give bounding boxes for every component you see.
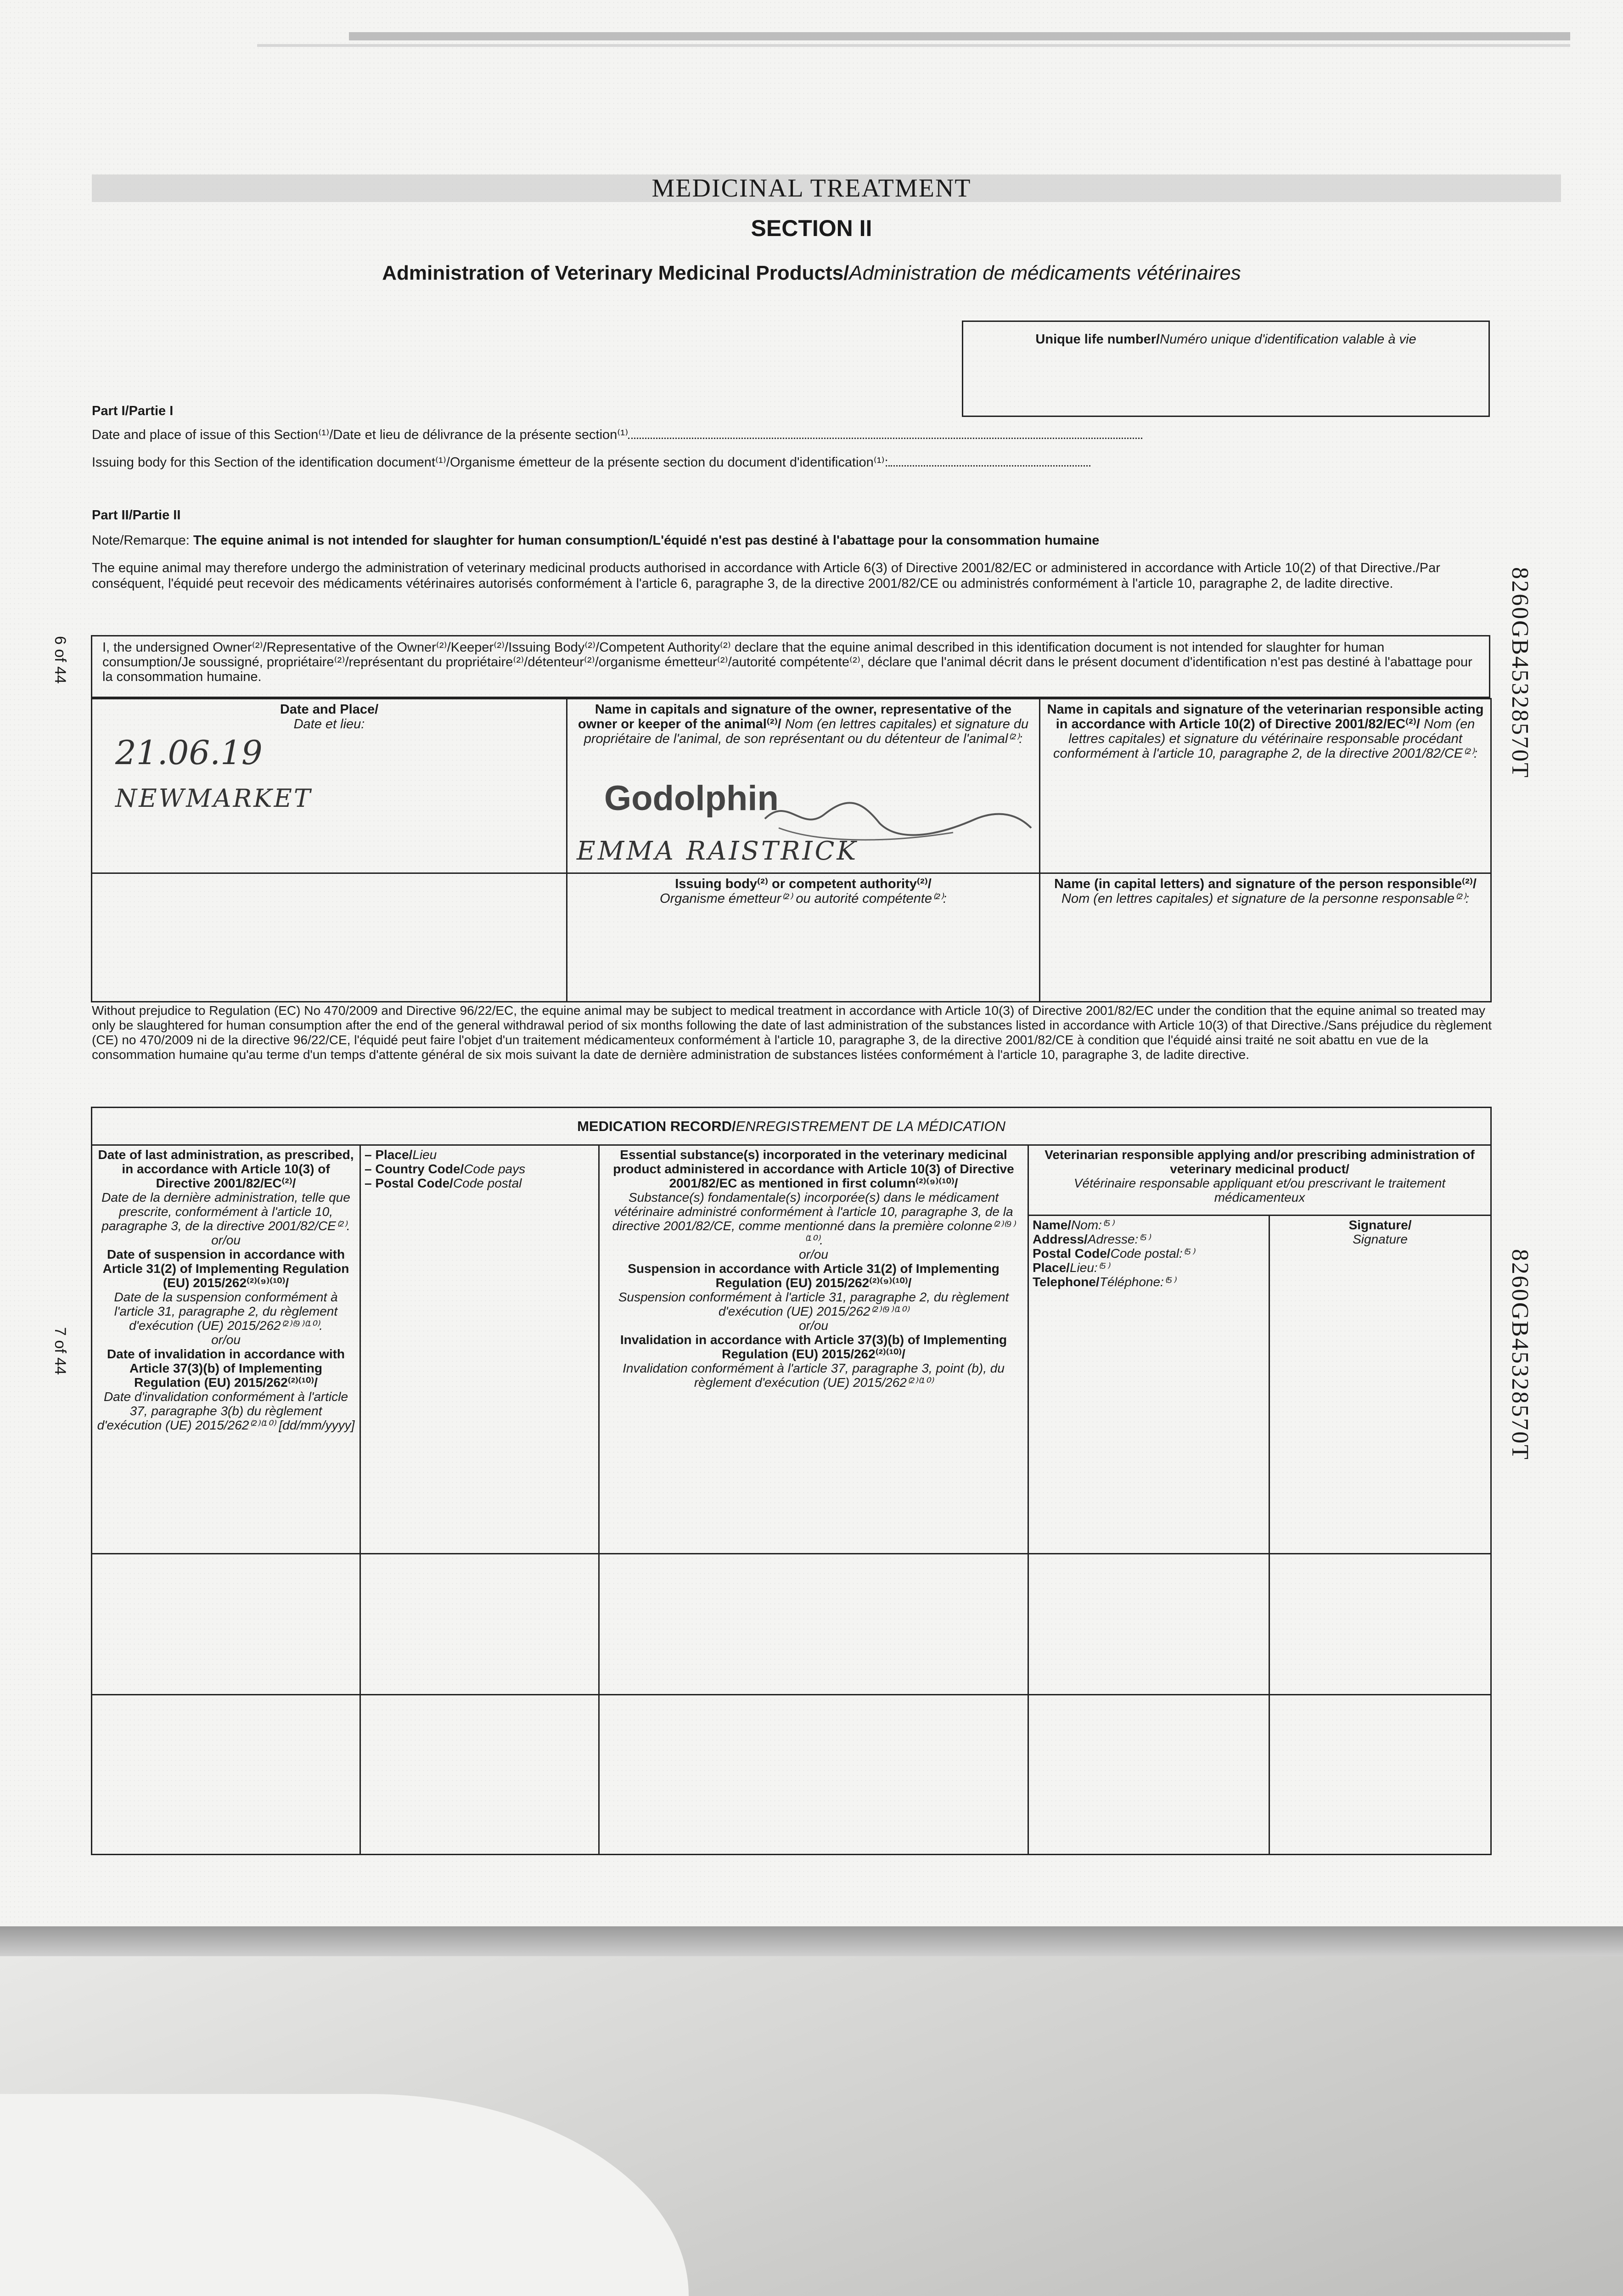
vet-field-label-fr: Téléphone:⁽⁵⁾ [1099,1275,1176,1289]
margin-id-number-lower: 8260GB45328570T [1507,1249,1533,1461]
vet-field-label-en: Telephone/ [1033,1275,1100,1289]
vet-signature-cell[interactable] [1040,699,1491,873]
part2-note [92,533,1492,548]
page-title: MEDICINAL TREATMENT [651,174,972,203]
place-column-header [360,1145,599,1553]
date-header-line: Date de la suspension conformément à l'article 31, paragraphe 2, du règlement d'exécution (UE) 2015/262⁽²⁾⁽⁹⁾⁽¹⁰⁾. [114,1289,338,1333]
date-header-line: Date de la dernière administration, telle que prescrite, conformément à l'article 10, paragraphe 3, de la directive 2001/82/CE⁽²⁾. [101,1190,350,1233]
signature-column-header [1269,1216,1491,1554]
margin-id-number-upper: 8260GB45328570T [1507,567,1533,779]
owner-declaration: I, the undersigned Owner⁽²⁾/Representative of the Owner⁽²⁾/Keeper⁽²⁾/Issuing Body⁽²⁾/Competent Authority⁽²⁾ declare that the equine animal described in this identification document is not intended for slaughter for human consumption/Je soussigné, propriétaire⁽²⁾/représentant du propriétaire⁽²⁾/détenteur⁽²⁾/organisme émetteur⁽²⁾/autorité compétente⁽²⁾, déclare que l'animal décrit dans le présent document d'identification n'est pas destiné à l'abattage pour la consommation humaine. [91,635,1490,698]
med-title-fr: ENREGISTREMENT DE LA MÉDICATION [736,1118,1005,1134]
entry-substance-cell[interactable] [599,1554,1028,1695]
place-field-line [365,1148,595,1162]
entry-signature-cell[interactable] [1269,1554,1491,1695]
handwritten-place: NEWMARKET [115,784,312,813]
part1-date-place-line [92,427,1240,443]
place-field-line [365,1162,595,1176]
unique-life-number-label-fr: Numéro unique d'identification valable à vie [1160,332,1416,347]
unique-life-number-label [963,332,1488,347]
unique-life-number-box[interactable] [962,321,1490,417]
subtitle-fr: Administration de médicaments vétérinaires [849,262,1241,284]
substance-header-line: Invalidation in accordance with Article 37(3)(b) of Implementing Regulation (EU) 2015/262⁽²⁾⁽¹⁰⁾/ [620,1332,1007,1361]
declaration-signature-table [91,698,1492,1002]
part1-date-place-label: Date and place of issue of this Section⁽¹⁾/Date et lieu de délivrance de la présente section⁽¹⁾ [92,428,629,442]
substances-column-header [599,1145,1028,1553]
date-header-line: Date of invalidation in accordance with Article 37(3)(b) of Implementing Regulation (EU) 2015/262⁽²⁾⁽¹⁰⁾/ [107,1346,345,1390]
responsible-person-label-fr: Nom (en lettres capitales) et signature de la personne responsable⁽²⁾: [1061,891,1469,906]
vet-field-label-en: Postal Code/ [1033,1246,1111,1261]
godolphin-stamp: Godolphin [604,779,779,818]
date-header-line: Date d'invalidation conformément à l'article 37, paragraphe 3(b) du règlement d'exécution (UE) 2015/262⁽²⁾⁽¹⁰⁾ [dd/mm/yyyy] [97,1389,355,1432]
place-field-label-fr: Lieu [412,1147,437,1162]
withdrawal-paragraph: Without prejudice to Regulation (EC) No 470/2009 and Directive 96/22/EC, the equine animal may be subject to medical treatment in accordance with Article 10(3) of Directive 2001/82/EC under the condition that the equine animal so treated may only be slaughtered for human consumption after the end of the general withdrawal period of six months following the date of last administration of the substances listed in accordance with Article 10(3) of that Directive./Sans préjudice du règlement (CE) no 470/2009 ni de la directive 96/22/CE, l'équidé peut faire l'objet d'un traitement médicamenteux conformément à l'article 10, paragraphe 3, de la directive 2001/82/CE à condition que l'équidé ainsi traité ne soit abattu en vue de la consommation humaine qu'au terme d'un temps d'attente général de six mois suivant la date de dernière administration de substances listées conformément à l'article 10, paragraphe 3, de ladite directive. [92,1003,1492,1062]
place-field-label-fr: Code postal [453,1176,522,1190]
entry-date-cell[interactable] [92,1554,360,1695]
signature-label-en: Signature/ [1348,1218,1412,1232]
vet-field-label-fr: Adresse:⁽⁵⁾ [1087,1232,1150,1247]
part1-issuing-body-line [92,455,1331,470]
place-field-line [365,1176,595,1190]
place-field-label-en: – Country Code/ [365,1161,464,1176]
vet-column-header [1028,1145,1491,1215]
date-header-line: Date of last administration, as prescribed, in accordance with Article 10(3) of Directive 2001/82/EC⁽²⁾/ [98,1147,354,1190]
vet-field-label-en: Address/ [1033,1232,1088,1247]
entry-signature-cell[interactable] [1269,1695,1491,1855]
handwritten-date: 21.06.19 [115,733,263,772]
substance-header-line: Invalidation conformément à l'article 37, paragraphe 3, point (b), du règlement d'exécution (UE) 2015/262⁽²⁾⁽¹⁰⁾ [623,1361,1005,1390]
owner-signature-cell[interactable] [567,699,1040,873]
entry-place-cell[interactable] [360,1695,599,1855]
issuing-body-label-fr: Organisme émetteur⁽²⁾ ou autorité compétente⁽²⁾: [660,891,947,906]
date-column-header [92,1145,360,1553]
owner-label-fr: Nom (en lettres capitales) et signature du propriétaire de l'animal, de son représentant ou du détenteur de l'animal⁽²⁾: [584,717,1029,746]
issuing-body-cell[interactable] [567,873,1040,1002]
owner-label-en: Name in capitals and signature of the owner, representative of the owner or keeper of the animal⁽²⁾/ [578,702,1012,732]
substance-header-line: Suspension conformément à l'article 31, paragraphe 2, du règlement d'exécution (UE) 2015/262⁽²⁾⁽⁹⁾⁽¹⁰⁾ [618,1289,1009,1318]
vet-field-line [1033,1232,1265,1246]
vet-field-label-en: Place/ [1033,1261,1070,1275]
vet-label-fr: Nom (en lettres capitales) et signature du vétérinaire responsable procédant conformément à l'article 10, paragraphe 2, de la directive 2001/82/CE⁽²⁾: [1053,717,1478,761]
section-heading: SECTION II [751,215,872,241]
scan-edge-top-shadow [257,44,1570,47]
vet-field-line [1033,1261,1265,1275]
medication-record-table [91,1107,1492,1855]
vet-field-label-fr: Lieu:⁽⁵⁾ [1069,1261,1110,1275]
scan-edge-top [349,32,1570,40]
vet-field-line [1033,1246,1265,1261]
medication-entry-row [92,1695,1491,1855]
page-number-lower: 7 of 44 [51,1327,69,1375]
date-place-label-en: Date and Place/ [280,702,379,717]
date-place-label-fr: Date et lieu: [293,717,365,732]
vet-header-en: Veterinarian responsible applying and/or prescribing administration of veterinary medicinal product/ [1045,1147,1475,1176]
vet-label-en: Name in capitals and signature of the veterinarian responsible acting in accordance with Article 10(2) of Directive 2001/82/EC⁽²⁾/ [1047,702,1484,732]
responsible-person-label-en: Name (in capital letters) and signature of the person responsible⁽²⁾/ [1054,877,1477,891]
scan-edge-bottom [0,1926,1623,1956]
section-subtitle [0,262,1623,285]
note-label: Note/Remarque: [92,533,193,548]
date-header-line: Date of suspension in accordance with Article 31(2) of Implementing Regulation (EU) 2015/262⁽²⁾⁽⁹⁾⁽¹⁰⁾/ [102,1247,349,1290]
unique-life-number-label-en: Unique life number/ [1035,332,1160,347]
substance-header-line: or/ou [799,1318,828,1333]
substance-header-line: Essential substance(s) incorporated in the veterinary medicinal product administered in accordance with Article 10(3) of Directive 2001/82/EC as mentioned in first column⁽²⁾⁽⁹⁾⁽¹⁰⁾/ [613,1147,1014,1190]
part1-heading: Part I/Partie I [92,404,174,418]
responsible-person-cell[interactable] [1040,873,1491,1002]
note-text: The equine animal is not intended for slaughter for human consumption/L'équidé n'est pas destiné à l'abattage pour la consommation humaine [193,533,1100,548]
substance-header-line: or/ou [799,1247,828,1261]
date-place-cell[interactable] [92,699,567,873]
vet-field-label-en: Name/ [1033,1218,1072,1232]
entry-substance-cell[interactable] [599,1695,1028,1855]
entry-vet-cell[interactable] [1028,1695,1269,1855]
medication-entry-row [92,1554,1491,1695]
issuing-body-field[interactable] [888,455,1090,467]
part2-paragraph: The equine animal may therefore undergo the administration of veterinary medicinal products authorised in accordance with Article 6(3) of Directive 2001/82/EC or administered in accordance with Article 10(2) of that Directive./Par conséquent, l'équidé peut recevoir des médicaments vétérinaires autorisés conformément à l'article 6, paragraphe 3, de la directive 2001/82/CE ou administrés conformément à l'article 10, paragraphe 2, de ladite directive. [92,561,1440,591]
place-field-label-fr: Code pays [464,1161,526,1176]
entry-vet-cell[interactable] [1028,1554,1269,1695]
page-number-upper: 6 of 44 [51,636,69,684]
entry-date-cell[interactable] [92,1695,360,1855]
date-header-line: or/ou [211,1232,241,1247]
vet-field-line [1033,1218,1265,1232]
part1-issuing-body-label: Issuing body for this Section of the identification document⁽¹⁾/Organisme émetteur de la présente section du document d'identification⁽¹⁾: [92,455,888,470]
handwritten-owner-name: EMMA RAISTRICK [577,836,859,866]
vet-field-label-fr: Nom:⁽⁵⁾ [1071,1218,1114,1232]
date-header-line: or/ou [211,1332,241,1347]
subtitle-en: Administration of Veterinary Medicinal Products/ [382,262,849,284]
signature-label-fr: Signature [1353,1232,1408,1247]
med-title-en: MEDICATION RECORD/ [577,1118,736,1134]
substance-header-line: Suspension in accordance with Article 31(2) of Implementing Regulation (EU) 2015/262⁽²⁾⁽⁹⁾⁽¹⁰⁾/ [628,1261,1000,1290]
place-field-label-en: – Place/ [365,1147,413,1162]
vet-header-fr: Vétérinaire responsable appliquant et/ou prescrivant le traitement médicamenteux [1073,1176,1446,1204]
vet-field-label-fr: Code postal:⁽⁵⁾ [1110,1246,1195,1261]
substance-header-line: Substance(s) fondamentale(s) incorporée(s) dans le médicament vétérinaire administré conformément à l'article 10, paragraphe 3, de la directive 2001/82/CE, comme mentionné dans la première colonne⁽²⁾⁽⁹⁾⁽¹⁰⁾. [612,1190,1015,1247]
part2-heading: Part II/Partie II [92,508,181,523]
issuing-body-label-en: Issuing body⁽²⁾ or competent authority⁽²⁾/ [675,877,932,891]
date-place-field[interactable] [628,428,1142,439]
place-field-label-en: – Postal Code/ [365,1176,453,1190]
medication-record-title [92,1108,1491,1145]
vet-details-header [1028,1216,1269,1554]
entry-place-cell[interactable] [360,1554,599,1695]
empty-date-cell[interactable] [92,873,567,1002]
vet-field-line [1033,1275,1265,1289]
